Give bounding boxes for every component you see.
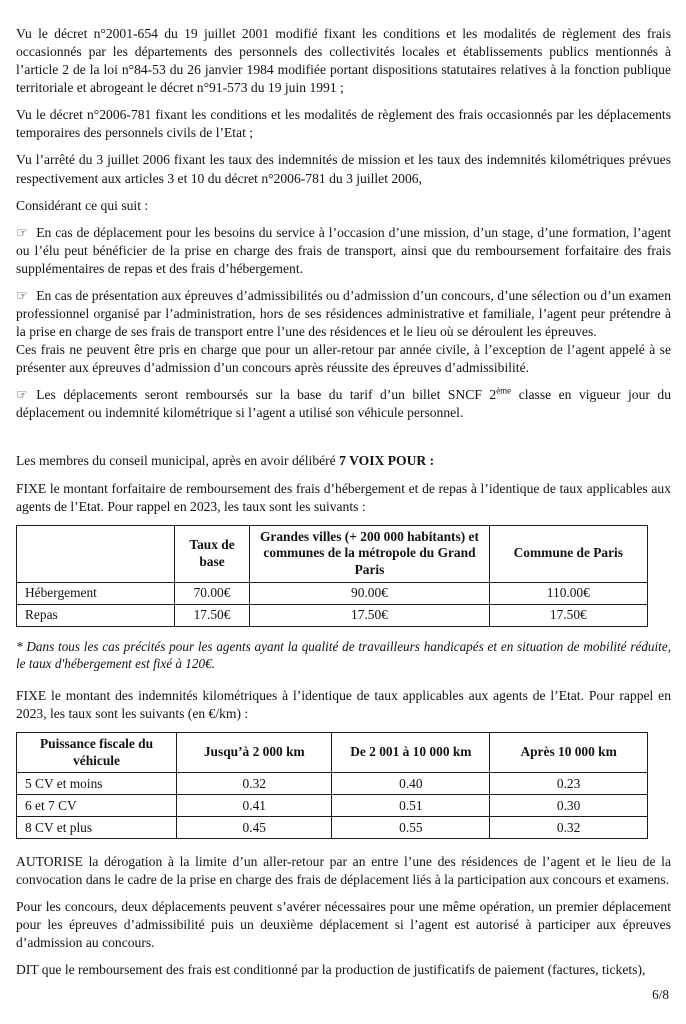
cell-value: 70.00€: [174, 582, 250, 604]
pointing-hand-icon: ☞: [16, 387, 29, 403]
paragraph-concours: Pour les concours, deux déplacements peuvent s’avérer nécessaires pour une même opération, un premier déplacement pour les épreuves d’admissibilité puis un deuxième déplacement si l’agent est autorisé à participer aux épreuves d’admission au concours.: [16, 899, 671, 951]
paragraph-fixe-kilometriques: FIXE le montant des indemnités kilométriques à l’identique de taux applicables aux agents de l’Etat. Pour rappel en 2023, les taux sont les suivants (en €/km) :: [16, 687, 671, 721]
pointing-hand-icon: ☞: [16, 287, 29, 303]
table-header-row: [17, 525, 648, 582]
paragraph-ces-frais: Ces frais ne peuvent être pris en charge que pour un aller-retour par année civile, à l’exception de l’agent appelé à se présenter aux épreuves d’admission d’un concours après réussite des épreuves d’admissibilité.: [16, 342, 671, 376]
cell-value: 17.50€: [174, 604, 250, 626]
cell-value: 0.23: [490, 773, 648, 795]
row-label-6-7cv: 6 et 7 CV: [17, 795, 177, 817]
table-header-row: [17, 732, 648, 773]
deliberation-text: Les membres du conseil municipal, après en avoir délibéré: [16, 453, 340, 469]
paragraph-vu-decret-2006: Vu le décret n°2006-781 fixant les conditions et les modalités de règlement des frais occasionnés par les déplacements temporaires des personnels civils de l’Etat ;: [16, 107, 671, 141]
table-row: [17, 795, 648, 817]
header-cell-apres-10000: Après 10 000 km: [490, 732, 648, 773]
paragraph-fixe-hebergement: FIXE le montant forfaitaire de remboursement des frais d’hébergement et de repas à l’identique de taux applicables aux agents de l’Etat. Pour rappel en 2023, les taux sont les suivants :: [16, 480, 671, 514]
header-cell-jusqua-2000: Jusqu’à 2 000 km: [177, 732, 332, 773]
bullet-text-sncf-post: classe en vigueur jour du déplacement ou indemnité kilométrique si l’agent a utilisé son véhicule personnel.: [16, 387, 672, 421]
paragraph-vu-decret-2001: Vu le décret n°2001-654 du 19 juillet 2001 modifié fixant les conditions et les modalités de règlement des frais occasionnés par les départements des personnels des collectivités locales et établissements publics mentionnés à l’article 2 de la loi n°84-53 du 26 janvier 1984 modifiée portant dispositions statutaires relatives à la fonction publique territoriale et abrogeant le décret n°91-573 du 19 juin 1991 ;: [16, 26, 671, 96]
page-number: 6/8: [652, 987, 669, 1002]
header-cell-grandes-villes: Grandes villes (+ 200 000 habitants) et communes de la métropole du Grand Paris: [250, 525, 489, 582]
vote-result: 7 VOIX POUR :: [339, 453, 435, 469]
row-label-5cv: 5 CV et moins: [17, 773, 177, 795]
bullet-text-sncf-pre: Les déplacements seront remboursés sur la base du tarif d’un billet SNCF 2: [36, 387, 497, 403]
bullet-paragraph-deplacement: [16, 224, 671, 278]
cell-value: 0.32: [177, 773, 332, 795]
cell-value: 90.00€: [250, 582, 489, 604]
cell-value: 0.40: [332, 773, 490, 795]
header-cell-taux-de-base: Taux de base: [174, 525, 250, 582]
paragraph-deliberation: [16, 452, 671, 470]
bullet-paragraph-presentation: [16, 287, 671, 341]
cell-value: 0.55: [332, 817, 490, 839]
header-cell-2001-10000: De 2 001 à 10 000 km: [332, 732, 490, 773]
cell-value: 17.50€: [250, 604, 489, 626]
cell-value: 0.51: [332, 795, 490, 817]
table-row: [17, 773, 648, 795]
paragraph-considerant: Considérant ce qui suit :: [16, 197, 149, 213]
cell-value: 110.00€: [489, 582, 647, 604]
rates-table-indemnites-kilometriques: [16, 732, 648, 839]
bullet-paragraph-sncf: [16, 386, 671, 422]
header-cell-commune-paris: Commune de Paris: [489, 525, 647, 582]
bullet-text-deplacement: En cas de déplacement pour les besoins du service à l’occasion d’une mission, d’un stage, d’une formation, l’agent ou l’élu peut bénéficier de la prise en charge des frais de transport, ainsi que du remboursement forfaitaire des frais supplémentaires de repas et des frais d’hébergement.: [16, 224, 671, 276]
rates-table-hebergement-repas: [16, 525, 648, 627]
pointing-hand-icon: ☞: [16, 224, 29, 240]
cell-value: 0.32: [490, 817, 648, 839]
cell-value: 0.41: [177, 795, 332, 817]
cell-value: 0.30: [490, 795, 648, 817]
header-cell-empty: [17, 525, 175, 582]
table-row: [17, 582, 648, 604]
ordinal-superscript: ème: [496, 385, 512, 396]
paragraph-dit: DIT que le remboursement des frais est conditionné par la production de justificatifs de paiement (factures, tickets),: [16, 962, 646, 978]
header-cell-puissance-fiscale: Puissance fiscale du véhicule: [17, 732, 177, 773]
footnote-travailleurs-handicapes: * Dans tous les cas précités pour les agents ayant la qualité de travailleurs handicapés et en situation de mobilité réduite, le taux d'hébergement est fixé à 120€.: [16, 638, 671, 672]
paragraph-autorise: AUTORISE la dérogation à la limite d’un aller-retour par an entre l’une des résidences de l’agent et le lieu de la convocation dans le cadre de la prise en charge des frais de déplacement liés à la participation aux concours et examens.: [16, 853, 671, 887]
table-row: [17, 604, 648, 626]
row-label-hebergement: Hébergement: [17, 582, 175, 604]
row-label-repas: Repas: [17, 604, 175, 626]
table-row: [17, 817, 648, 839]
bullet-text-presentation: En cas de présentation aux épreuves d’admissibilités ou d’admission d’un concours, d’une sélection ou d’un examen professionnel organisé par l’administration, hors de ses résidences administrative et familiale, l’agent peur prétendre à la prise en charge de ses frais de transport entre l’une des résidences et le lieu où se déroulent les épreuves.: [16, 287, 671, 340]
cell-value: 17.50€: [489, 604, 647, 626]
paragraph-vu-arrete-2006: Vu l’arrêté du 3 juillet 2006 fixant les taux des indemnités de mission et les taux des indemnités kilométriques prévues respectivement aux articles 3 et 10 du décret n°2006-781 du 3 juillet 2006,: [16, 152, 671, 186]
cell-value: 0.45: [177, 817, 332, 839]
row-label-8cv: 8 CV et plus: [17, 817, 177, 839]
